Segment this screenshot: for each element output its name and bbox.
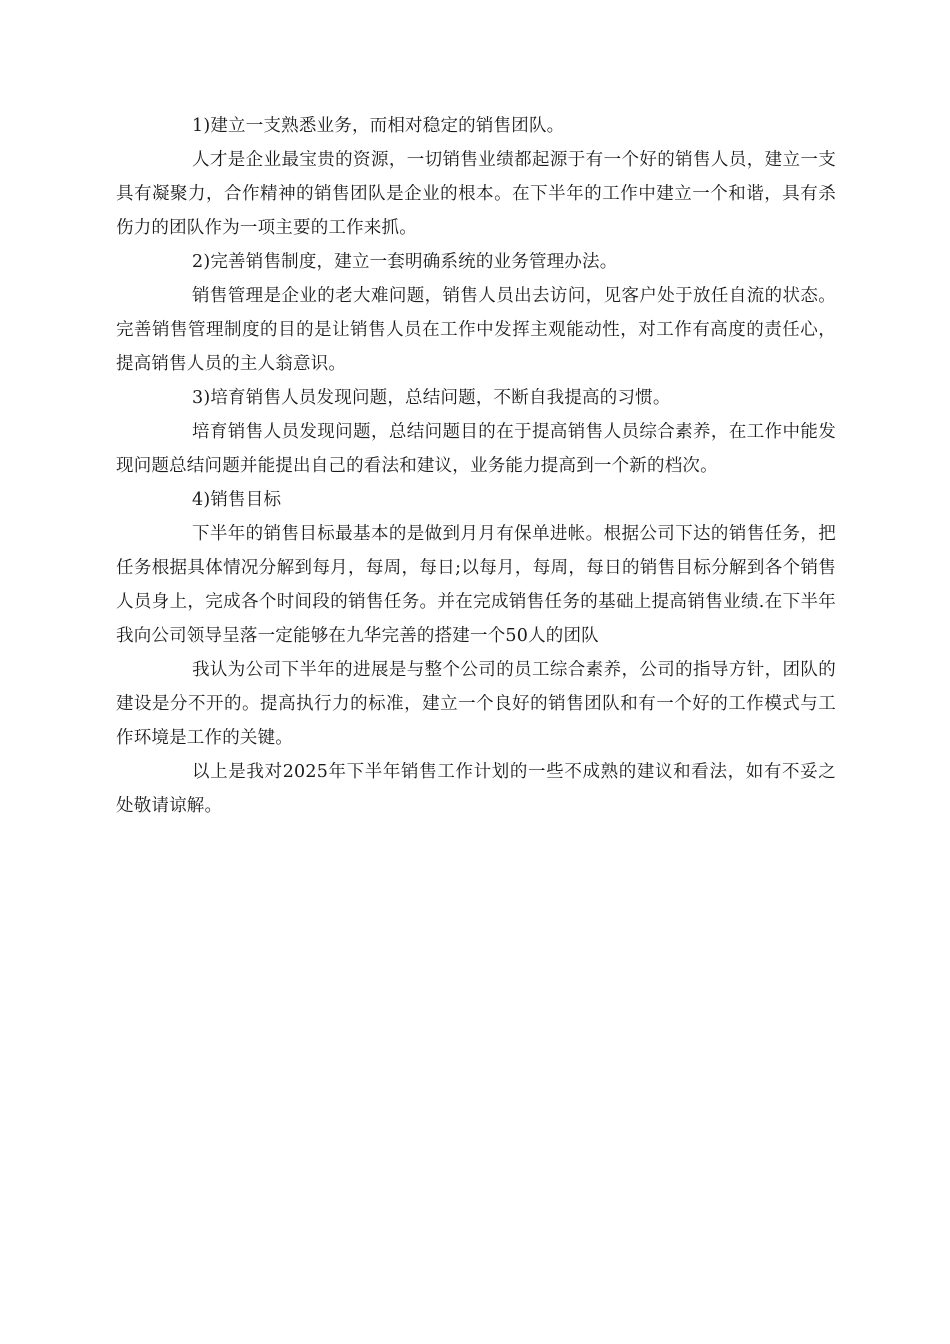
paragraph-closing: 以上是我对2025年下半年销售工作计划的一些不成熟的建议和看法，如有不妥之处敬请谅解。	[116, 762, 836, 816]
heading-habits: 3)培育销售人员发现问题，总结问题，不断自我提高的习惯。	[192, 388, 671, 408]
paragraph-system: 销售管理是企业的老大难问题，销售人员出去访问，见客户处于放任自流的状态。完善销售管理制度的目的是让销售人员在工作中发挥主观能动性，对工作有高度的责任心，提高销售人员的主人翁意识。	[116, 286, 836, 374]
heading-system: 2)完善销售制度，建立一套明确系统的业务管理办法。	[192, 252, 618, 272]
paragraph-development: 我认为公司下半年的进展是与整个公司的员工综合素养，公司的指导方针，团队的建设是分不开的。提高执行力的标准，建立一个良好的销售团队和有一个好的工作模式与工作环境是工作的关键。	[116, 660, 836, 748]
paragraph-team: 人才是企业最宝贵的资源，一切销售业绩都起源于有一个好的销售人员，建立一支具有凝聚力，合作精神的销售团队是企业的根本。在下半年的工作中建立一个和谐，具有杀伤力的团队作为一项主要的工作来抓。	[116, 150, 836, 238]
heading-team: 1)建立一支熟悉业务，而相对稳定的销售团队。	[192, 116, 565, 136]
heading-targets: 4)销售目标	[192, 490, 282, 510]
document-page	[116, 109, 836, 823]
paragraph-habits: 培育销售人员发现问题，总结问题目的在于提高销售人员综合素养，在工作中能发现问题总结问题并能提出自己的看法和建议，业务能力提高到一个新的档次。	[116, 422, 836, 476]
paragraph-targets: 下半年的销售目标最基本的是做到月月有保单进帐。根据公司下达的销售任务，把任务根据具体情况分解到每月，每周，每日;以每月，每周，每日的销售目标分解到各个销售人员身上，完成各个时间段的销售任务。并在完成销售任务的基础上提高销售业绩.在下半年我向公司领导呈落一定能够在九华完善的搭建一个50人的团队	[116, 524, 836, 646]
